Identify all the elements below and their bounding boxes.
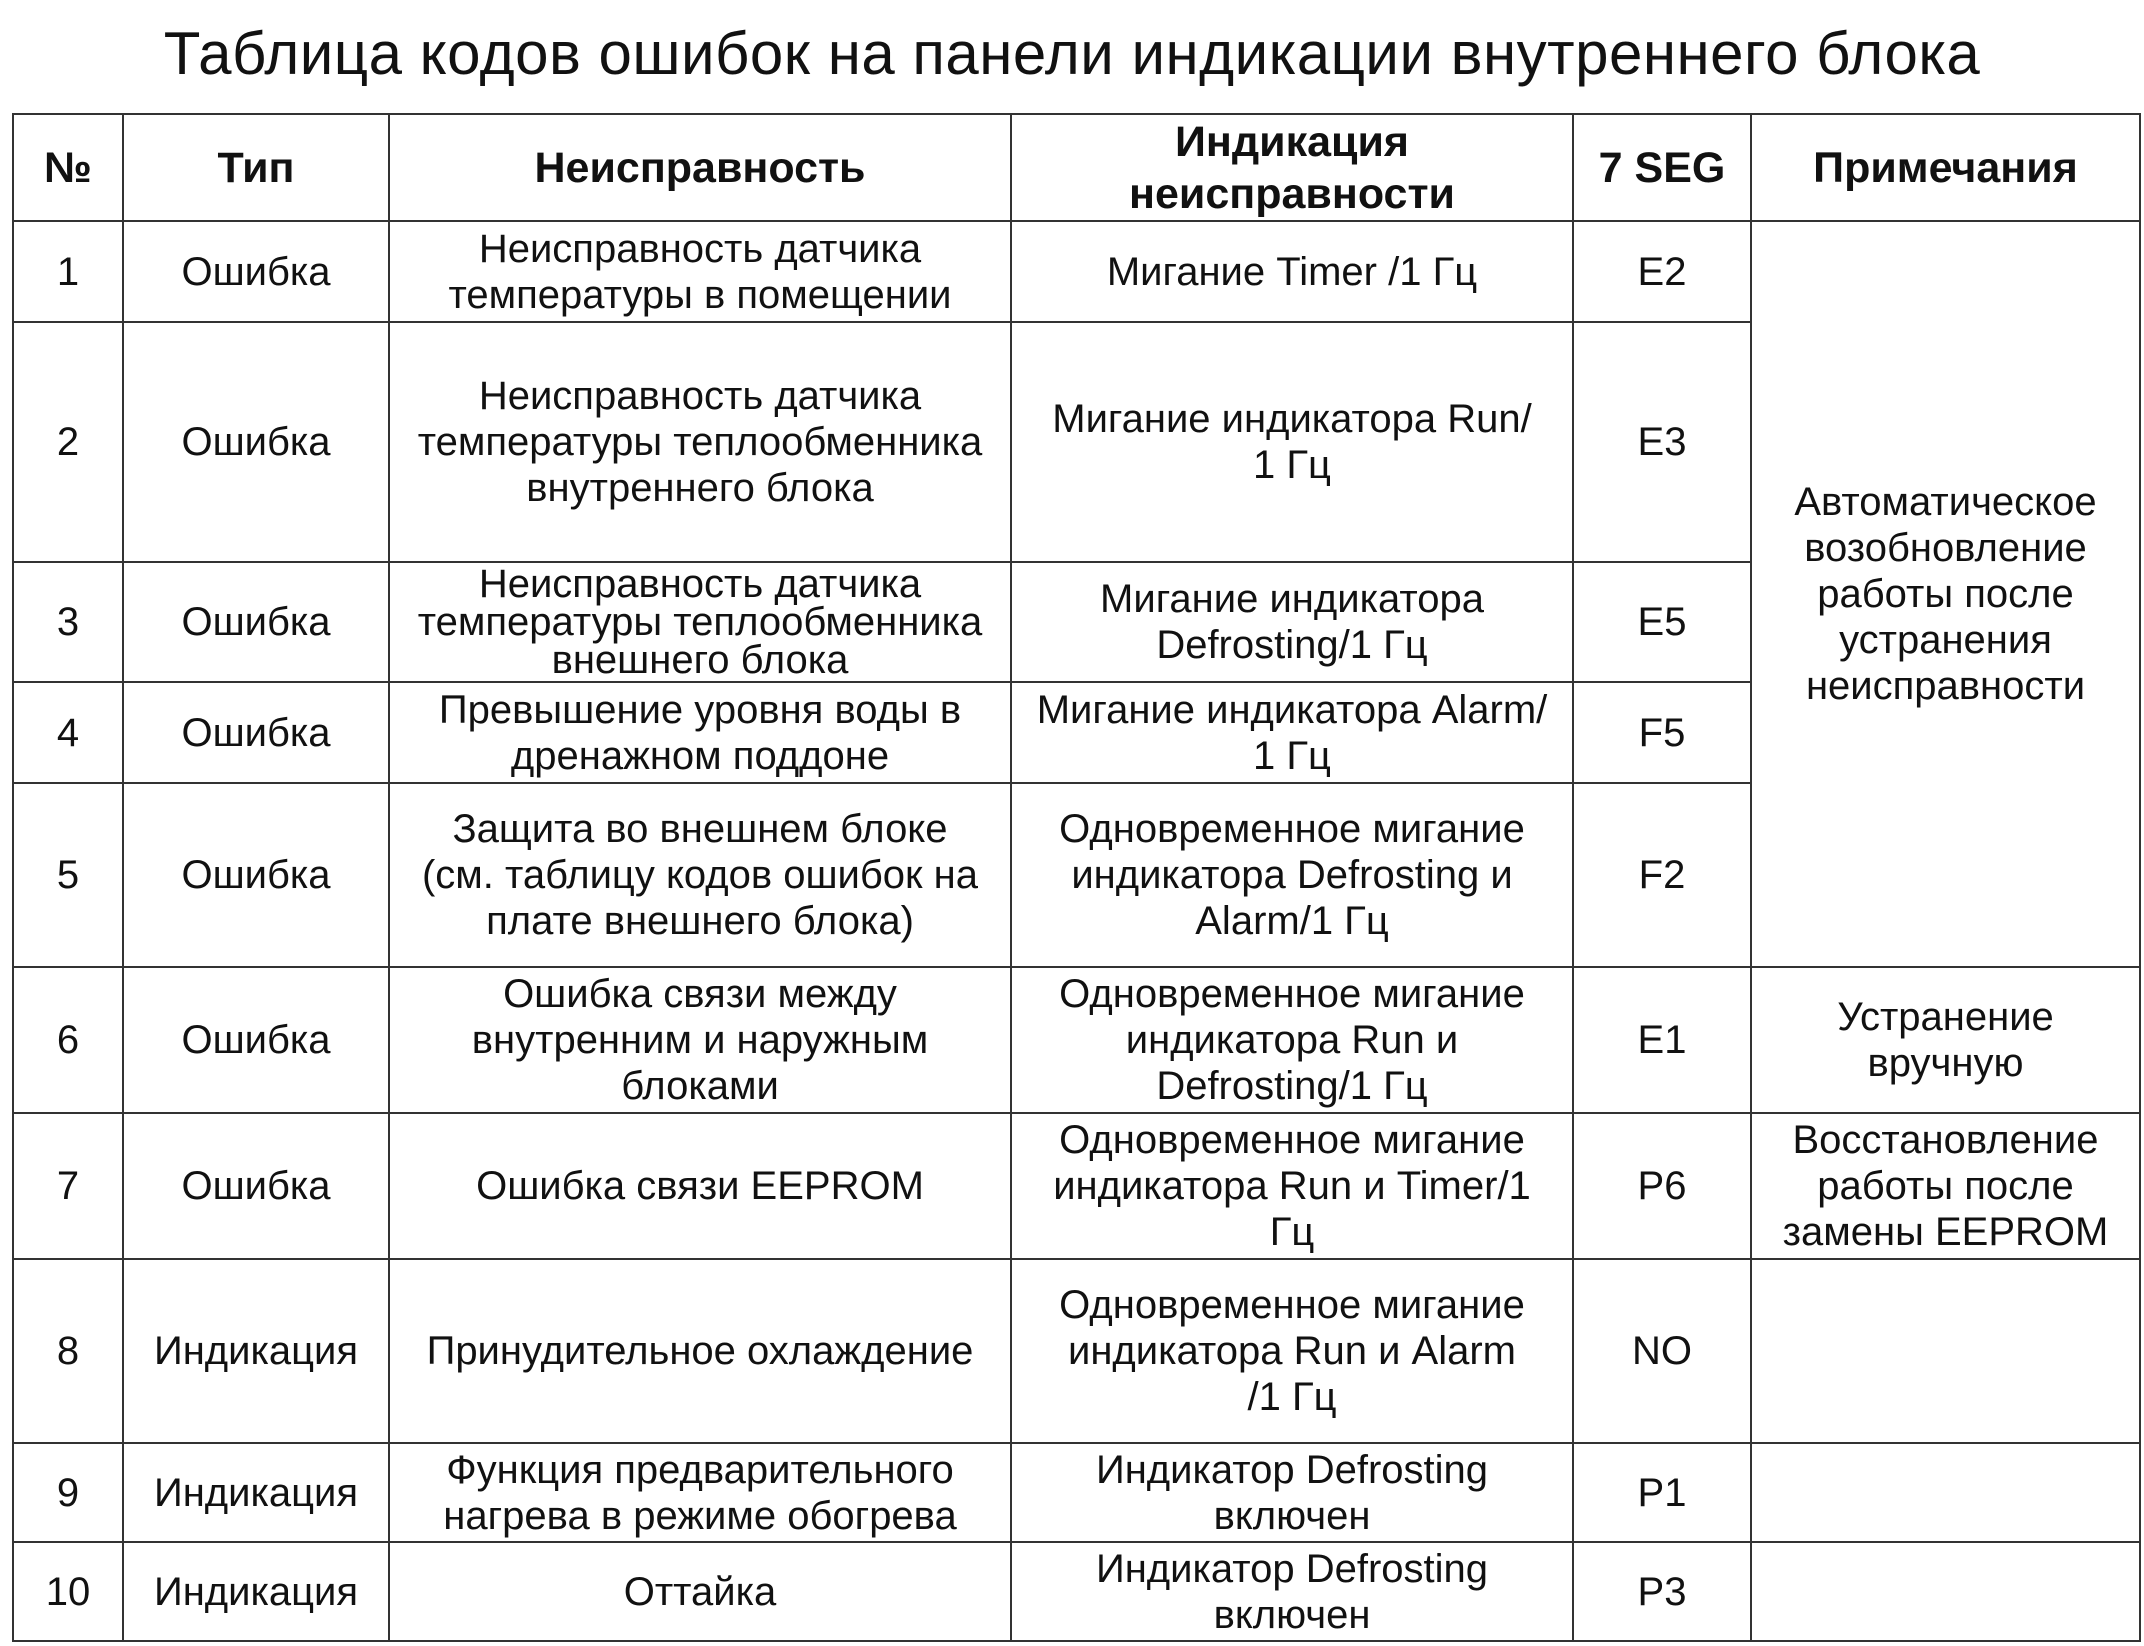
row-num: 6 [13, 967, 123, 1113]
row-indication: Одновременное мигание индикатора Run и Alarm /1 Гц [1011, 1259, 1573, 1443]
row-type: Ошибка [123, 682, 389, 783]
row-indication: Одновременное мигание индикатора Run и Defrosting/1 Гц [1011, 967, 1573, 1113]
error-codes-table [12, 113, 2141, 1642]
row-seg-code: E5 [1573, 562, 1751, 682]
row-note [1751, 1259, 2140, 1443]
table-row [13, 1113, 2140, 1259]
row-indication: Одновременное мигание индикатора Defrosting и Alarm/1 Гц [1011, 783, 1573, 967]
row-fault: Принудительное охлаждение [389, 1259, 1011, 1443]
table-row [13, 1259, 2140, 1443]
row-fault: Ошибка связи EEPROM [389, 1113, 1011, 1259]
header-num: № [13, 114, 123, 221]
row-type: Ошибка [123, 1113, 389, 1259]
row-indication: Мигание индикатора Run/ 1 Гц [1011, 322, 1573, 562]
header-notes: Примечания [1751, 114, 2140, 221]
row-type: Ошибка [123, 783, 389, 967]
table-row [13, 1542, 2140, 1641]
row-seg-code: F5 [1573, 682, 1751, 783]
header-type: Тип [123, 114, 389, 221]
row-fault: Функция предварительного нагрева в режиме обогрева [389, 1443, 1011, 1542]
row-fault: Неисправность датчика температуры в помещении [389, 221, 1011, 322]
row-type: Ошибка [123, 221, 389, 322]
row-type: Ошибка [123, 322, 389, 562]
table-row [13, 1443, 2140, 1542]
row-seg-code: E3 [1573, 322, 1751, 562]
row-fault: Неисправность датчика температуры теплообменника внутреннего блока [389, 322, 1011, 562]
row-indication: Одновременное мигание индикатора Run и Timer/1 Гц [1011, 1113, 1573, 1259]
row-seg-code: E1 [1573, 967, 1751, 1113]
header-fault: Неисправность [389, 114, 1011, 221]
row-type: Ошибка [123, 562, 389, 682]
row-num: 10 [13, 1542, 123, 1641]
row-seg-code: F2 [1573, 783, 1751, 967]
row-seg-code: NO [1573, 1259, 1751, 1443]
row-fault: Защита во внешнем блоке (см. таблицу кодов ошибок на плате внешнего блока) [389, 783, 1011, 967]
row-note: Устранение вручную [1751, 967, 2140, 1113]
row-num: 4 [13, 682, 123, 783]
row-seg-code: P3 [1573, 1542, 1751, 1641]
row-num: 8 [13, 1259, 123, 1443]
row-note [1751, 1542, 2140, 1641]
header-seg: 7 SEG [1573, 114, 1751, 221]
row-indication: Индикатор Defrosting включен [1011, 1542, 1573, 1641]
row-fault: Неисправность датчика температуры теплообменника внешнего блока [389, 562, 1011, 682]
row-seg-code: P1 [1573, 1443, 1751, 1542]
row-seg-code: E2 [1573, 221, 1751, 322]
row-type: Индикация [123, 1542, 389, 1641]
row-indication: Мигание индикатора Alarm/ 1 Гц [1011, 682, 1573, 783]
row-num: 7 [13, 1113, 123, 1259]
row-indication: Индикатор Defrosting включен [1011, 1443, 1573, 1542]
row-fault: Оттайка [389, 1542, 1011, 1641]
row-num: 2 [13, 322, 123, 562]
row-type: Индикация [123, 1443, 389, 1542]
row-num: 1 [13, 221, 123, 322]
row-note [1751, 1443, 2140, 1542]
row-seg-code: P6 [1573, 1113, 1751, 1259]
row-type: Ошибка [123, 967, 389, 1113]
row-note-auto-resume: Автоматическое возобновление работы после устранения неисправности [1751, 221, 2140, 967]
row-type: Индикация [123, 1259, 389, 1443]
row-indication: Мигание индикатора Defrosting/1 Гц [1011, 562, 1573, 682]
row-fault: Ошибка связи между внутренним и наружным блоками [389, 967, 1011, 1113]
header-indication: Индикация неисправности [1011, 114, 1573, 221]
table-header-row [13, 114, 2140, 221]
row-note: Восстановление работы после замены EEPROM [1751, 1113, 2140, 1259]
row-num: 5 [13, 783, 123, 967]
row-fault: Превышение уровня воды в дренажном поддоне [389, 682, 1011, 783]
row-num: 3 [13, 562, 123, 682]
table-row [13, 221, 2140, 322]
row-num: 9 [13, 1443, 123, 1542]
table-row [13, 967, 2140, 1113]
row-indication: Мигание Timer /1 Гц [1011, 221, 1573, 322]
page-title: Таблица кодов ошибок на панели индикации внутреннего блока [163, 20, 1981, 87]
